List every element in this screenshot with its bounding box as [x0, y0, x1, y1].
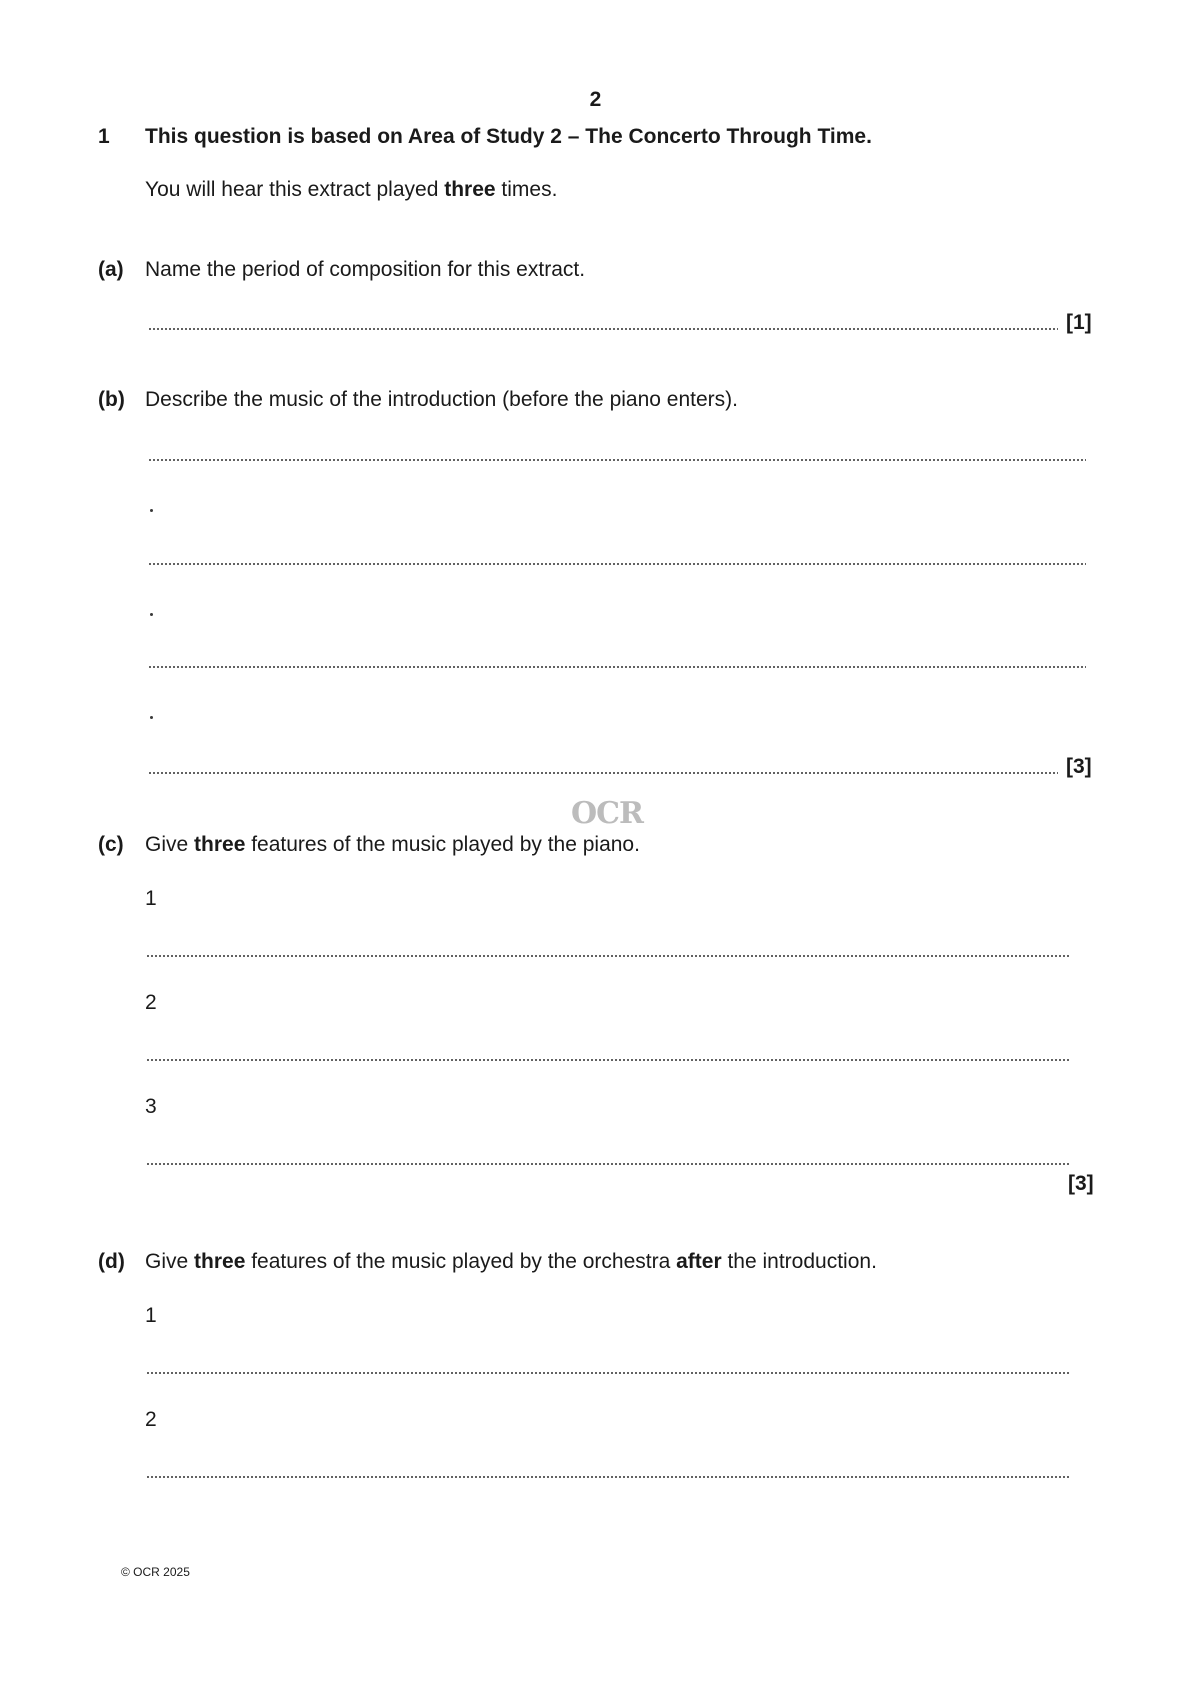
- part-a-label: (a): [98, 258, 124, 281]
- part-b-marks: [3]: [1066, 755, 1092, 778]
- part-d-text-bold2: after: [676, 1250, 722, 1273]
- part-b-line-dot: [150, 613, 153, 616]
- question-number: 1: [98, 125, 110, 148]
- part-a-text: Name the period of composition for this extract.: [145, 258, 586, 281]
- part-d-answer-line-1[interactable]: [146, 1372, 1070, 1374]
- part-c-answer-line-1[interactable]: [146, 955, 1070, 957]
- part-c-text-bold: three: [194, 833, 246, 856]
- part-d-text-after: the introduction.: [721, 1250, 877, 1273]
- part-c-answer-number: 3: [145, 1095, 157, 1118]
- part-c-label: (c): [98, 833, 124, 856]
- part-b-answer-line-4[interactable]: [148, 772, 1058, 774]
- question-heading: This question is based on Area of Study 2 – The Concerto Through Time.: [145, 125, 872, 148]
- part-c-answer-number: 1: [145, 887, 157, 910]
- part-d-text-mid: features of the music played by the orchestra: [245, 1250, 677, 1273]
- part-c-answer-line-3[interactable]: [146, 1163, 1070, 1165]
- part-b-answer-line-1[interactable]: [148, 459, 1086, 461]
- part-d-text-bold: three: [194, 1250, 246, 1273]
- part-c-text-before: Give: [145, 833, 195, 856]
- part-d-answer-line-2[interactable]: [146, 1476, 1070, 1478]
- copyright-footer: © OCR 2025: [121, 1565, 190, 1579]
- part-c-marks: [3]: [1068, 1172, 1094, 1195]
- part-b-answer-line-3[interactable]: [148, 666, 1086, 668]
- part-d-text-before: Give: [145, 1250, 195, 1273]
- ocr-logo: OCR: [571, 796, 643, 831]
- instruction-text-before: You will hear this extract played: [145, 178, 445, 201]
- part-b-answer-line-2[interactable]: [148, 563, 1086, 565]
- part-d-answer-number: 2: [145, 1408, 157, 1431]
- part-a-answer-line[interactable]: [148, 328, 1058, 330]
- part-c-answer-line-2[interactable]: [146, 1059, 1070, 1061]
- question-instruction: [145, 178, 557, 202]
- part-c-text: [145, 833, 640, 857]
- part-b-label: (b): [98, 388, 125, 411]
- part-b-line-dot: [150, 716, 153, 719]
- part-c-text-after: features of the music played by the piano.: [245, 833, 640, 856]
- part-b-line-dot: [150, 509, 153, 512]
- part-d-answer-number: 1: [145, 1304, 157, 1327]
- part-c-answer-number: 2: [145, 991, 157, 1014]
- instruction-text-after: times.: [495, 178, 558, 201]
- instruction-text-bold: three: [444, 178, 496, 201]
- part-d-label: (d): [98, 1250, 125, 1273]
- part-b-text: Describe the music of the introduction (before the piano enters).: [145, 388, 738, 411]
- page-number: 2: [589, 88, 602, 111]
- part-d-text: [145, 1250, 877, 1274]
- part-a-marks: [1]: [1066, 311, 1092, 334]
